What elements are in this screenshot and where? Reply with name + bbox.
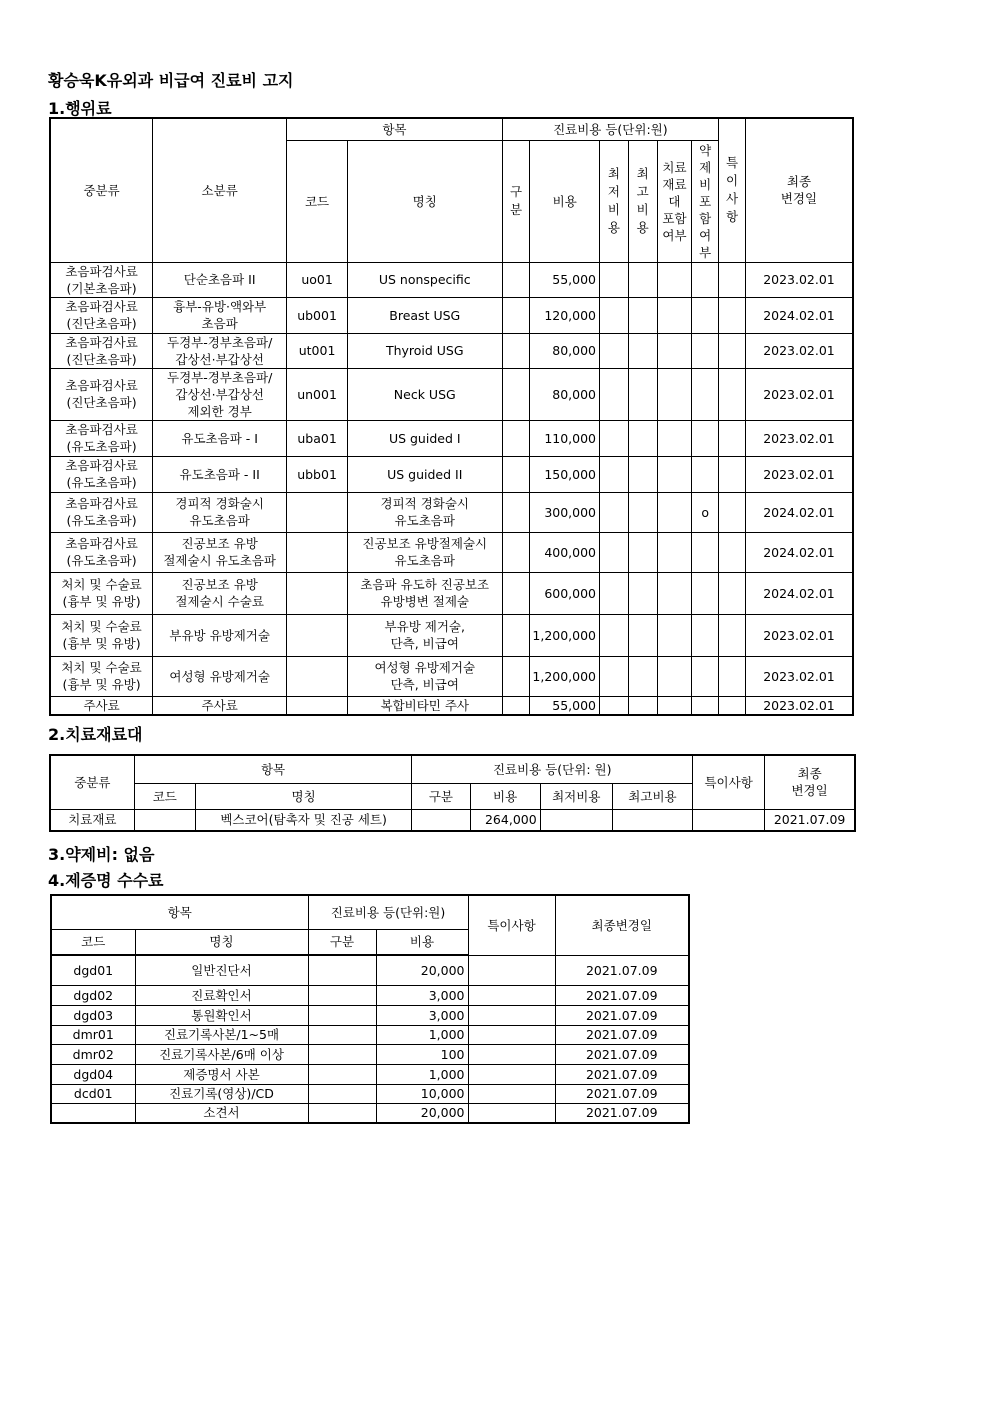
cell-sub-category: 유도초음파 - I — [153, 420, 287, 456]
cell-last-modified: 2023.02.01 — [745, 656, 853, 696]
cell-material-included — [657, 492, 692, 532]
cell-min-cost — [600, 456, 629, 492]
cell-sub-category: 단순초음파 II — [153, 262, 287, 297]
cell-note — [719, 262, 746, 297]
cell-type — [308, 1064, 376, 1084]
cell-min-cost — [600, 297, 629, 333]
cell-type — [308, 1084, 376, 1103]
cell-type — [502, 656, 530, 696]
cell-code: dgd02 — [51, 985, 135, 1005]
header-note: 특이사항 — [468, 895, 555, 955]
cell-type — [412, 809, 470, 831]
table-row — [50, 456, 853, 492]
cell-cost: 600,000 — [530, 572, 600, 614]
cell-max-cost — [612, 809, 692, 831]
header-name: 명칭 — [195, 783, 412, 809]
cell-note — [468, 1084, 555, 1103]
cell-mid-category: 처치 및 수술료 (흉부 및 유방) — [50, 656, 153, 696]
header-max-cost: 최고비용 — [612, 783, 692, 809]
section-heading-procedure-fees: 1.행위료 — [48, 99, 112, 118]
cell-cost: 300,000 — [530, 492, 600, 532]
cell-min-cost — [600, 368, 629, 420]
cell-type — [502, 333, 530, 368]
cell-material-included — [657, 456, 692, 492]
cell-name: 초음파 유도하 진공보조 유방병변 절제술 — [347, 572, 502, 614]
cell-code — [287, 572, 348, 614]
cell-note — [719, 656, 746, 696]
cell-max-cost — [628, 492, 657, 532]
cell-type — [308, 1025, 376, 1044]
cell-sub-category: 유도초음파 - II — [153, 456, 287, 492]
header-code: 코드 — [51, 929, 135, 955]
cell-material-included — [657, 333, 692, 368]
header-cost-group: 진료비용 등(단위:원) — [308, 895, 468, 929]
cell-drug-included — [692, 696, 719, 715]
cell-drug-included — [692, 572, 719, 614]
cell-cost: 80,000 — [530, 368, 600, 420]
cell-cost: 20,000 — [376, 1103, 468, 1123]
cell-code — [287, 492, 348, 532]
section-heading-certificate-fees: 4.제증명 수수료 — [48, 871, 164, 890]
cell-type — [308, 985, 376, 1005]
cell-type — [308, 955, 376, 985]
cell-mid-category: 처치 및 수술료 (흉부 및 유방) — [50, 572, 153, 614]
cell-cost: 120,000 — [530, 297, 600, 333]
cell-last-modified: 2024.02.01 — [745, 572, 853, 614]
cell-material-included — [657, 572, 692, 614]
cell-drug-included — [692, 297, 719, 333]
cell-code: uba01 — [287, 420, 348, 456]
cell-name: 진료기록(영상)/CD — [135, 1084, 308, 1103]
cell-note — [719, 368, 746, 420]
cell-material-included — [657, 368, 692, 420]
cell-max-cost — [628, 456, 657, 492]
cell-min-cost — [600, 656, 629, 696]
cell-note — [468, 1103, 555, 1123]
cell-max-cost — [628, 333, 657, 368]
header-cost: 비용 — [530, 140, 600, 262]
header-cost: 비용 — [470, 783, 540, 809]
cell-note — [719, 297, 746, 333]
certificate-fee-table — [50, 894, 690, 1124]
cell-code: dgd03 — [51, 1005, 135, 1025]
table-row — [50, 492, 853, 532]
cell-note — [719, 614, 746, 656]
cell-note — [719, 572, 746, 614]
cell-last-modified: 2021.07.09 — [555, 955, 689, 985]
cell-min-cost — [600, 492, 629, 532]
cell-note — [468, 1044, 555, 1064]
cell-last-modified: 2021.07.09 — [555, 985, 689, 1005]
cell-last-modified: 2024.02.01 — [745, 532, 853, 572]
cell-last-modified: 2021.07.09 — [765, 809, 855, 831]
cell-sub-category: 두경부-경부초음파/ 갑상선·부갑상선 — [153, 333, 287, 368]
cell-last-modified: 2023.02.01 — [745, 614, 853, 656]
cell-sub-category: 여성형 유방제거술 — [153, 656, 287, 696]
cell-last-modified: 2023.02.01 — [745, 262, 853, 297]
cell-drug-included: o — [692, 492, 719, 532]
cell-sub-category: 경피적 경화술시 유도초음파 — [153, 492, 287, 532]
header-code: 코드 — [287, 140, 348, 262]
header-type: 구분 — [412, 783, 470, 809]
cell-type — [502, 368, 530, 420]
cell-material-included — [657, 696, 692, 715]
cell-material-included — [657, 532, 692, 572]
cell-mid-category: 초음파검사료 (유도초음파) — [50, 532, 153, 572]
cell-name: US guided I — [347, 420, 502, 456]
header-mid-category: 중분류 — [50, 118, 153, 262]
cell-code: un001 — [287, 368, 348, 420]
table-row — [50, 420, 853, 456]
cell-cost: 150,000 — [530, 456, 600, 492]
cell-last-modified: 2021.07.09 — [555, 1044, 689, 1064]
cell-last-modified: 2021.07.09 — [555, 1025, 689, 1044]
cell-type — [502, 492, 530, 532]
cell-max-cost — [628, 368, 657, 420]
cell-last-modified: 2023.02.01 — [745, 333, 853, 368]
header-note: 특 이 사 항 — [719, 118, 746, 262]
cell-last-modified: 2021.07.09 — [555, 1005, 689, 1025]
page-title: 황승욱K유외과 비급여 진료비 고지 — [48, 71, 294, 90]
cell-name: 여성형 유방제거술 단측, 비급여 — [347, 656, 502, 696]
cell-last-modified: 2021.07.09 — [555, 1103, 689, 1123]
cell-note — [719, 532, 746, 572]
cell-code: dmr01 — [51, 1025, 135, 1044]
cell-cost: 10,000 — [376, 1084, 468, 1103]
cell-code — [51, 1103, 135, 1123]
cell-note — [719, 492, 746, 532]
cell-max-cost — [628, 420, 657, 456]
cell-name: 진료기록사본/1~5매 — [135, 1025, 308, 1044]
header-min-cost: 최저비용 — [540, 783, 612, 809]
cell-code: dcd01 — [51, 1084, 135, 1103]
cell-sub-category: 두경부-경부초음파/ 갑상선·부갑상선 제외한 경부 — [153, 368, 287, 420]
cell-mid-category: 초음파검사료 (유도초음파) — [50, 420, 153, 456]
cell-note — [468, 1005, 555, 1025]
cell-mid-category: 처치 및 수술료 (흉부 및 유방) — [50, 614, 153, 656]
cell-cost: 3,000 — [376, 985, 468, 1005]
cell-code — [287, 532, 348, 572]
cell-max-cost — [628, 262, 657, 297]
cell-drug-included — [692, 456, 719, 492]
cell-note — [468, 1064, 555, 1084]
cell-code: ut001 — [287, 333, 348, 368]
header-last-modified: 최종 변경일 — [745, 118, 853, 262]
cell-code — [287, 614, 348, 656]
cell-type — [502, 614, 530, 656]
cell-code — [134, 809, 195, 831]
header-item: 항목 — [51, 895, 308, 929]
cell-type — [502, 696, 530, 715]
cell-min-cost — [600, 333, 629, 368]
cell-cost: 100 — [376, 1044, 468, 1064]
cell-min-cost — [600, 532, 629, 572]
cell-cost: 55,000 — [530, 696, 600, 715]
table-row — [50, 572, 853, 614]
cell-name: Breast USG — [347, 297, 502, 333]
header-cost-group: 진료비용 등(단위:원) — [502, 118, 719, 140]
cell-sub-category: 진공보조 유방 절제술시 수술료 — [153, 572, 287, 614]
cell-code — [287, 656, 348, 696]
header-sub-category: 소분류 — [153, 118, 287, 262]
cell-note — [719, 696, 746, 715]
cell-mid-category: 초음파검사료 (진단초음파) — [50, 333, 153, 368]
cell-name: 부유방 제거술, 단측, 비급여 — [347, 614, 502, 656]
cell-type — [502, 420, 530, 456]
header-cost: 비용 — [376, 929, 468, 955]
cell-material-included — [657, 614, 692, 656]
header-note: 특이사항 — [693, 755, 765, 809]
header-last-modified: 최종변경일 — [555, 895, 689, 955]
cell-name: 소견서 — [135, 1103, 308, 1123]
cell-last-modified: 2024.02.01 — [745, 492, 853, 532]
cell-sub-category: 흉부-유방·액와부 초음파 — [153, 297, 287, 333]
cell-last-modified: 2023.02.01 — [745, 456, 853, 492]
cell-max-cost — [628, 572, 657, 614]
header-drug-included: 약 제 비 포 함 여 부 — [692, 140, 719, 262]
cell-drug-included — [692, 333, 719, 368]
cell-name: 일반진단서 — [135, 955, 308, 985]
cell-max-cost — [628, 614, 657, 656]
cell-name: 경피적 경화술시 유도초음파 — [347, 492, 502, 532]
cell-last-modified: 2023.02.01 — [745, 368, 853, 420]
material-fee-table — [49, 754, 856, 832]
cell-name: US guided II — [347, 456, 502, 492]
cell-cost: 110,000 — [530, 420, 600, 456]
cell-code: dgd01 — [51, 955, 135, 985]
cell-last-modified: 2023.02.01 — [745, 420, 853, 456]
cell-code: uo01 — [287, 262, 348, 297]
cell-note — [719, 333, 746, 368]
cell-drug-included — [692, 262, 719, 297]
cell-material-included — [657, 297, 692, 333]
table-row — [51, 955, 689, 985]
cell-mid-category: 초음파검사료 (기본초음파) — [50, 262, 153, 297]
cell-mid-category: 주사료 — [50, 696, 153, 715]
cell-cost: 400,000 — [530, 532, 600, 572]
header-item: 항목 — [134, 755, 412, 783]
cell-cost: 20,000 — [376, 955, 468, 985]
cell-name: Thyroid USG — [347, 333, 502, 368]
table-row — [50, 297, 853, 333]
section-heading-materials: 2.치료재료대 — [48, 725, 143, 744]
cell-name: 통원확인서 — [135, 1005, 308, 1025]
header-name: 명칭 — [135, 929, 308, 955]
table-row — [51, 1084, 689, 1103]
cell-min-cost — [600, 572, 629, 614]
cell-type — [502, 262, 530, 297]
cell-last-modified: 2021.07.09 — [555, 1064, 689, 1084]
cell-max-cost — [628, 656, 657, 696]
cell-note — [693, 809, 765, 831]
cell-sub-category: 진공보조 유방 절제술시 유도초음파 — [153, 532, 287, 572]
header-mid-category: 중분류 — [50, 755, 134, 809]
cell-name: Neck USG — [347, 368, 502, 420]
cell-code: ub001 — [287, 297, 348, 333]
cell-name: US nonspecific — [347, 262, 502, 297]
cell-type — [502, 572, 530, 614]
cell-name: 벡스코어(탐촉자 및 진공 세트) — [195, 809, 412, 831]
cell-cost: 55,000 — [530, 262, 600, 297]
table-row — [51, 985, 689, 1005]
cell-type — [308, 1005, 376, 1025]
cell-name: 진료확인서 — [135, 985, 308, 1005]
cell-note — [719, 420, 746, 456]
cell-type — [502, 532, 530, 572]
cell-cost: 1,200,000 — [530, 656, 600, 696]
cell-sub-category: 부유방 유방제거술 — [153, 614, 287, 656]
cell-cost: 80,000 — [530, 333, 600, 368]
header-item: 항목 — [287, 118, 502, 140]
cell-note — [719, 456, 746, 492]
cell-drug-included — [692, 614, 719, 656]
cell-max-cost — [628, 696, 657, 715]
cell-code: dgd04 — [51, 1064, 135, 1084]
table-row — [51, 1044, 689, 1064]
cell-note — [468, 985, 555, 1005]
table-row — [50, 368, 853, 420]
table-row — [51, 1025, 689, 1044]
cell-name: 제증명서 사본 — [135, 1064, 308, 1084]
cell-name: 진공보조 유방절제술시 유도초음파 — [347, 532, 502, 572]
cell-cost: 1,000 — [376, 1025, 468, 1044]
cell-type — [308, 1103, 376, 1123]
cell-mid-category: 초음파검사료 (진단초음파) — [50, 368, 153, 420]
header-cost-group: 진료비용 등(단위: 원) — [412, 755, 693, 783]
cell-mid-category: 치료재료 — [50, 809, 134, 831]
cell-material-included — [657, 262, 692, 297]
cell-code: ubb01 — [287, 456, 348, 492]
section-heading-drug-fees: 3.약제비: 없음 — [48, 845, 155, 864]
cell-note — [468, 1025, 555, 1044]
cell-drug-included — [692, 656, 719, 696]
table-row — [51, 1103, 689, 1123]
cell-last-modified: 2023.02.01 — [745, 696, 853, 715]
table-row — [51, 1005, 689, 1025]
cell-drug-included — [692, 368, 719, 420]
cell-min-cost — [540, 809, 612, 831]
cell-cost: 1,000 — [376, 1064, 468, 1084]
table-row — [50, 809, 855, 831]
cell-code: dmr02 — [51, 1044, 135, 1064]
cell-name: 복합비타민 주사 — [347, 696, 502, 715]
header-name: 명칭 — [347, 140, 502, 262]
cell-mid-category: 초음파검사료 (유도초음파) — [50, 456, 153, 492]
table-row — [50, 333, 853, 368]
table-row — [50, 656, 853, 696]
cell-cost: 264,000 — [470, 809, 540, 831]
cell-last-modified: 2024.02.01 — [745, 297, 853, 333]
table-row — [50, 532, 853, 572]
cell-name: 진료기록사본/6매 이상 — [135, 1044, 308, 1064]
cell-min-cost — [600, 262, 629, 297]
cell-min-cost — [600, 420, 629, 456]
header-material-included: 치료 재료 대 포함 여부 — [657, 140, 692, 262]
cell-mid-category: 초음파검사료 (진단초음파) — [50, 297, 153, 333]
cell-type — [502, 456, 530, 492]
cell-last-modified: 2021.07.09 — [555, 1084, 689, 1103]
header-type: 구 분 — [502, 140, 530, 262]
header-min-cost: 최 저 비 용 — [600, 140, 629, 262]
cell-max-cost — [628, 297, 657, 333]
cell-drug-included — [692, 420, 719, 456]
cell-min-cost — [600, 614, 629, 656]
cell-drug-included — [692, 532, 719, 572]
header-last-modified: 최종 변경일 — [765, 755, 855, 809]
cell-sub-category: 주사료 — [153, 696, 287, 715]
procedure-fee-table — [49, 117, 854, 716]
table-row — [50, 614, 853, 656]
cell-max-cost — [628, 532, 657, 572]
table-row — [50, 262, 853, 297]
table-row — [51, 1064, 689, 1084]
cell-type — [308, 1044, 376, 1064]
table-row — [50, 696, 853, 715]
header-max-cost: 최 고 비 용 — [628, 140, 657, 262]
header-code: 코드 — [134, 783, 195, 809]
cell-min-cost — [600, 696, 629, 715]
cell-code — [287, 696, 348, 715]
cell-note — [468, 955, 555, 985]
cell-cost: 1,200,000 — [530, 614, 600, 656]
cell-material-included — [657, 420, 692, 456]
cell-mid-category: 초음파검사료 (유도초음파) — [50, 492, 153, 532]
cell-type — [502, 297, 530, 333]
cell-material-included — [657, 656, 692, 696]
header-type: 구분 — [308, 929, 376, 955]
cell-cost: 3,000 — [376, 1005, 468, 1025]
